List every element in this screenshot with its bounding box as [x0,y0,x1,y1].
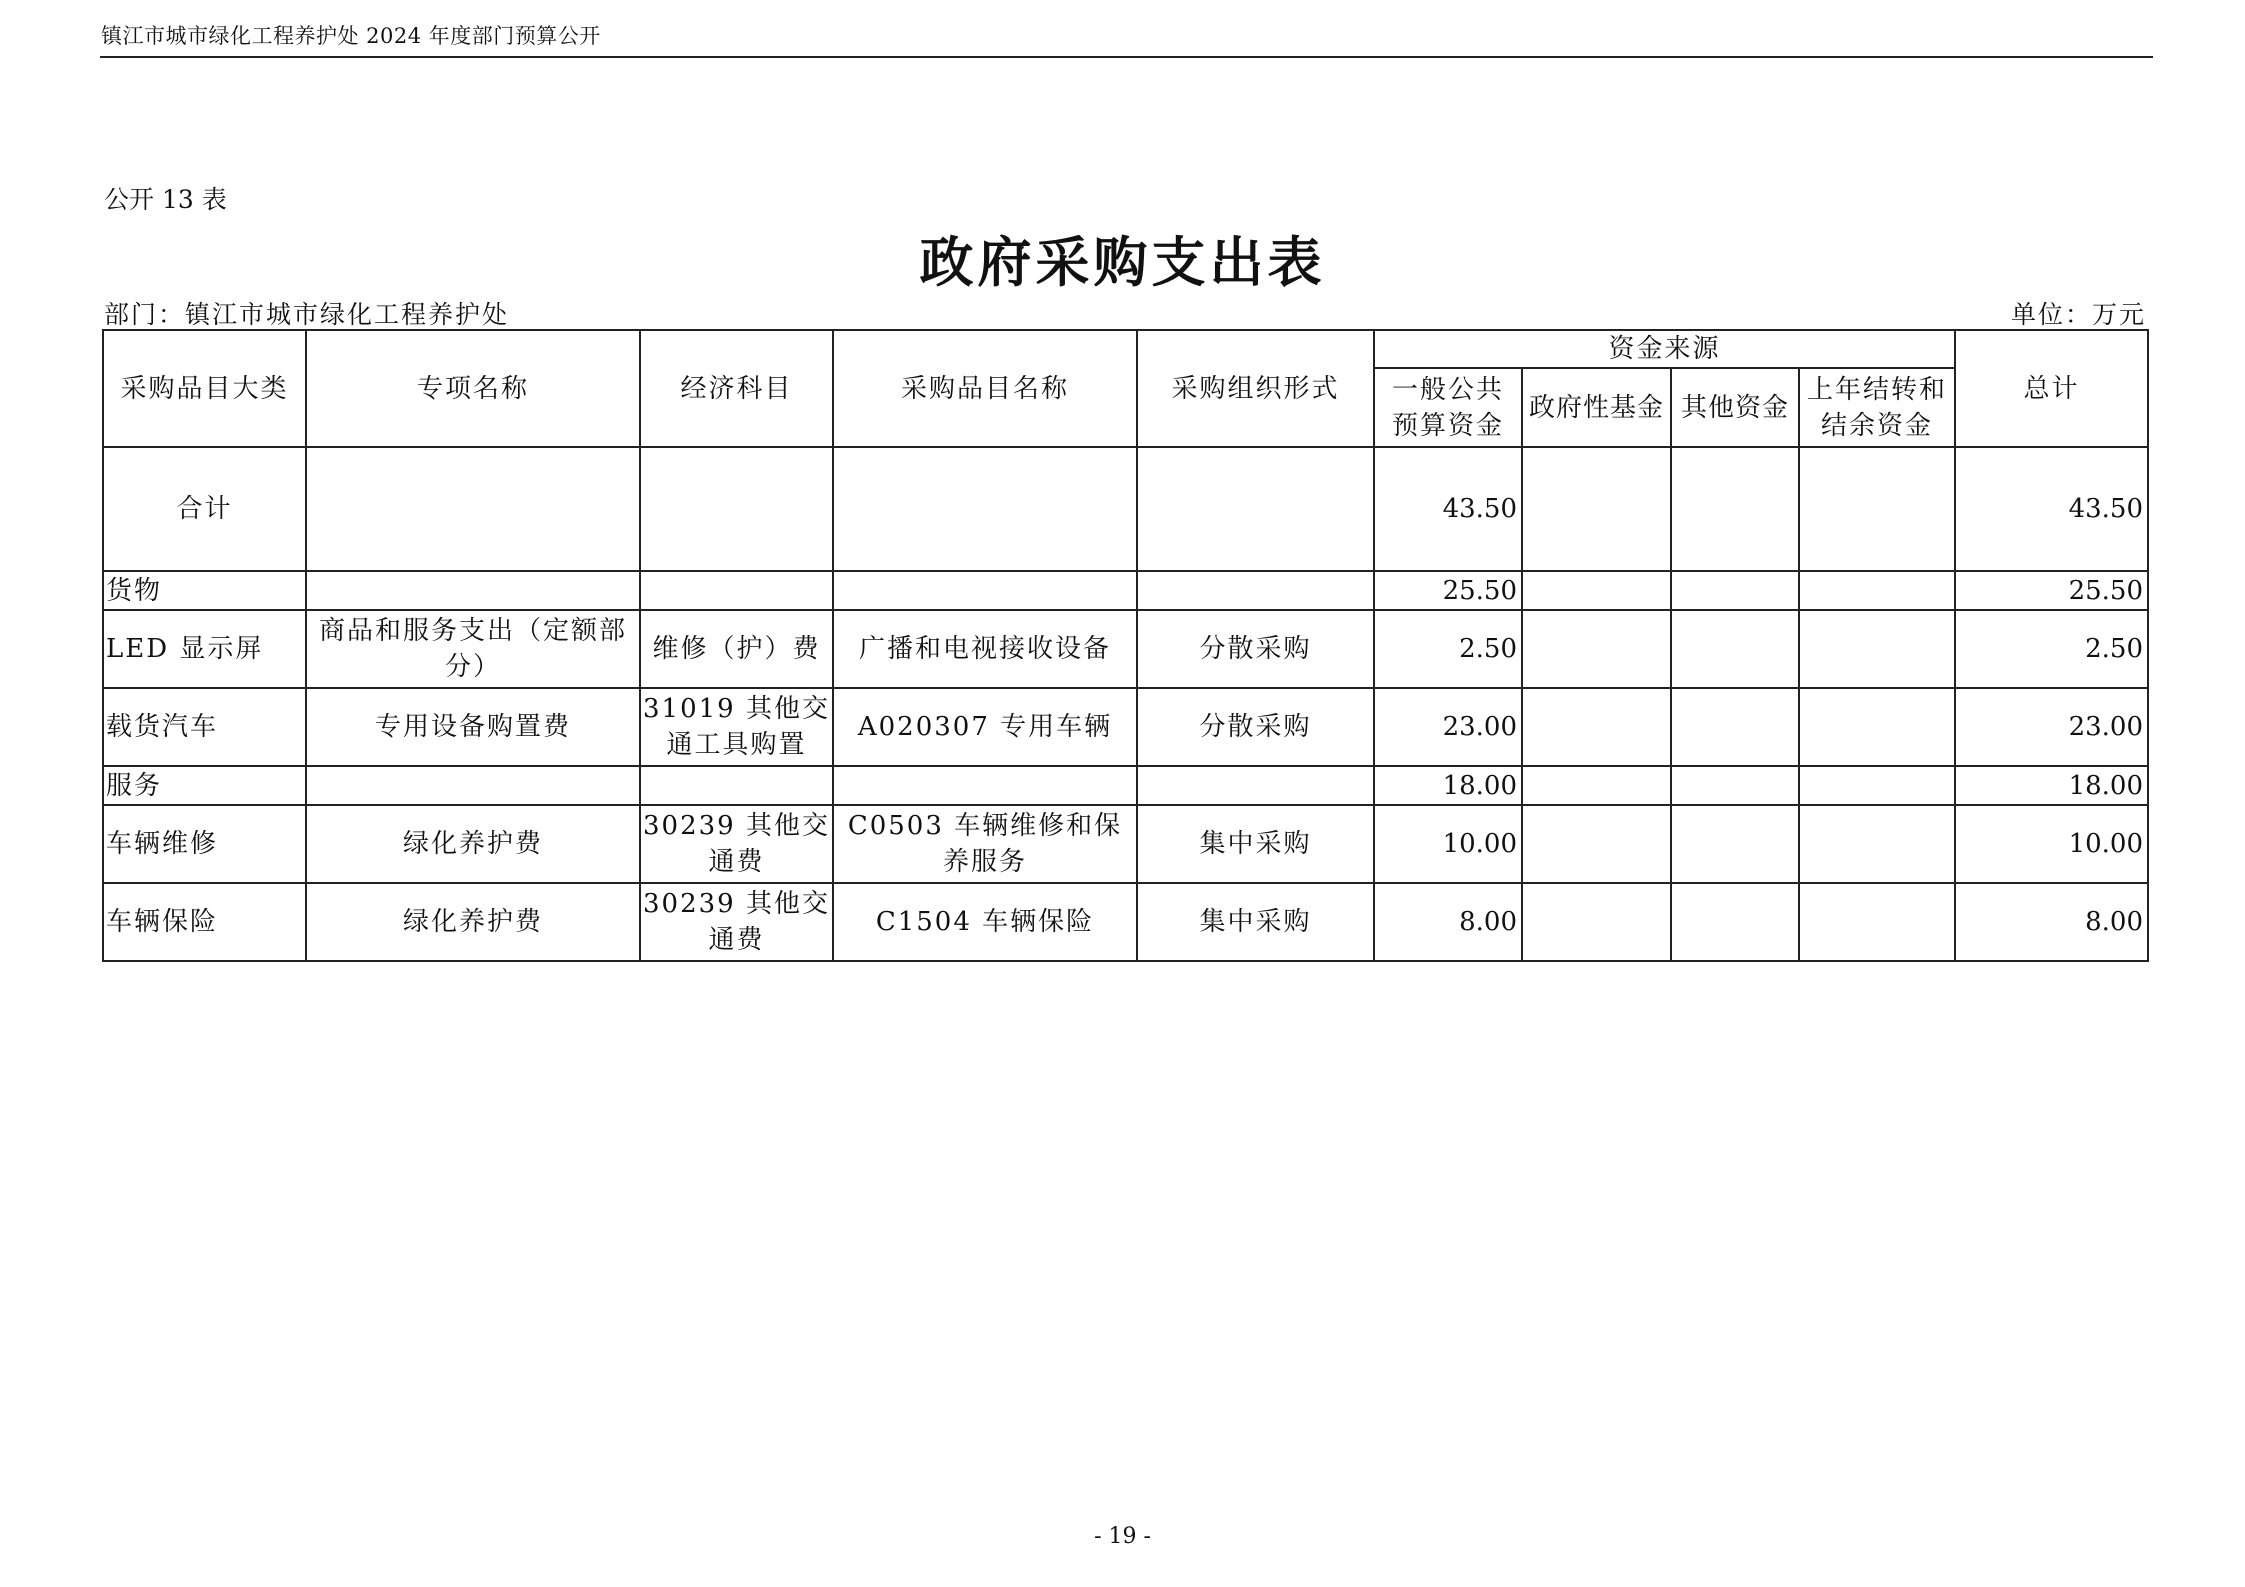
cell-carry [1799,766,1955,805]
page-number: - 19 - [1094,1524,1151,1549]
header-category: 采购品目大类 [103,330,306,447]
table-row [103,688,2148,766]
header-econ: 经济科目 [640,330,833,447]
cell-category: 货物 [103,571,306,610]
cell-total: 10.00 [1955,805,2148,883]
header-total: 总计 [1955,330,2148,447]
cell-org: 分散采购 [1137,688,1374,766]
header-row-top [103,330,2148,368]
cell-other [1671,447,1799,571]
table-row-total [103,447,2148,571]
cell-org [1137,766,1374,805]
cell-carry [1799,571,1955,610]
table-row [103,883,2148,961]
cell-category: 合计 [103,447,306,571]
cell-total: 25.50 [1955,571,2148,610]
cell-project: 商品和服务支出（定额部分） [306,610,640,688]
cell-econ [640,766,833,805]
table-number: 公开 13 表 [104,185,227,214]
header-org: 采购组织形式 [1137,330,1374,447]
cell-category: 车辆保险 [103,883,306,961]
cell-general: 10.00 [1374,805,1522,883]
header-rule [100,56,2153,58]
cell-item [833,571,1137,610]
cell-other [1671,571,1799,610]
cell-carry [1799,805,1955,883]
cell-project: 绿化养护费 [306,883,640,961]
cell-general: 18.00 [1374,766,1522,805]
cell-total: 2.50 [1955,610,2148,688]
cell-org [1137,447,1374,571]
cell-econ: 30239 其他交通费 [640,883,833,961]
cell-econ [640,447,833,571]
cell-gov [1522,610,1671,688]
header-carry [1799,368,1955,447]
cell-carry [1799,688,1955,766]
cell-general: 43.50 [1374,447,1522,571]
cell-item [833,447,1137,571]
header-project: 专项名称 [306,330,640,447]
cell-other [1671,688,1799,766]
cell-org [1137,571,1374,610]
cell-econ: 30239 其他交通费 [640,805,833,883]
cell-econ [640,571,833,610]
cell-total: 43.50 [1955,447,2148,571]
cell-carry [1799,610,1955,688]
cell-gov [1522,883,1671,961]
header-carry-line1: 上年结转和 [1807,374,1948,405]
cell-econ: 31019 其他交通工具购置 [640,688,833,766]
cell-general: 25.50 [1374,571,1522,610]
cell-category: 车辆维修 [103,805,306,883]
header-gov-fund: 政府性基金 [1522,368,1671,447]
cell-item: 广播和电视接收设备 [833,610,1137,688]
cell-econ: 维修（护）费 [640,610,833,688]
cell-org: 集中采购 [1137,805,1374,883]
cell-project [306,766,640,805]
header-general [1374,368,1522,447]
cell-item: A020307 专用车辆 [833,688,1137,766]
cell-general: 8.00 [1374,883,1522,961]
table-row-goods [103,571,2148,610]
cell-general: 2.50 [1374,610,1522,688]
cell-project [306,447,640,571]
cell-other [1671,883,1799,961]
cell-other [1671,610,1799,688]
cell-gov [1522,447,1671,571]
cell-other [1671,766,1799,805]
header-fund-source: 资金来源 [1374,330,1955,368]
header-carry-line2: 结余资金 [1821,410,1934,441]
procurement-table [102,329,2149,962]
unit-label: 单位：万元 [2010,300,2146,329]
cell-other [1671,805,1799,883]
cell-carry [1799,447,1955,571]
header-other-fund: 其他资金 [1671,368,1799,447]
cell-total: 8.00 [1955,883,2148,961]
cell-item: C0503 车辆维修和保养服务 [833,805,1137,883]
cell-gov [1522,571,1671,610]
running-header: 镇江市城市绿化工程养护处 2024 年度部门预算公开 [101,24,601,48]
cell-org: 分散采购 [1137,610,1374,688]
cell-project: 绿化养护费 [306,805,640,883]
cell-gov [1522,766,1671,805]
page-title: 政府采购支出表 [919,230,1326,294]
cell-item [833,766,1137,805]
header-item: 采购品目名称 [833,330,1137,447]
cell-total: 23.00 [1955,688,2148,766]
header-general-line1: 一般公共 [1391,374,1504,405]
cell-category: 服务 [103,766,306,805]
cell-item: C1504 车辆保险 [833,883,1137,961]
cell-gov [1522,688,1671,766]
table-row [103,805,2148,883]
cell-project [306,571,640,610]
table-row-services [103,766,2148,805]
cell-category: LED 显示屏 [103,610,306,688]
cell-general: 23.00 [1374,688,1522,766]
cell-project: 专用设备购置费 [306,688,640,766]
cell-total: 18.00 [1955,766,2148,805]
cell-gov [1522,805,1671,883]
table-row [103,610,2148,688]
department-label: 部门：镇江市城市绿化工程养护处 [104,300,510,329]
cell-org: 集中采购 [1137,883,1374,961]
header-general-line2: 预算资金 [1391,410,1504,441]
cell-category: 载货汽车 [103,688,306,766]
cell-carry [1799,883,1955,961]
